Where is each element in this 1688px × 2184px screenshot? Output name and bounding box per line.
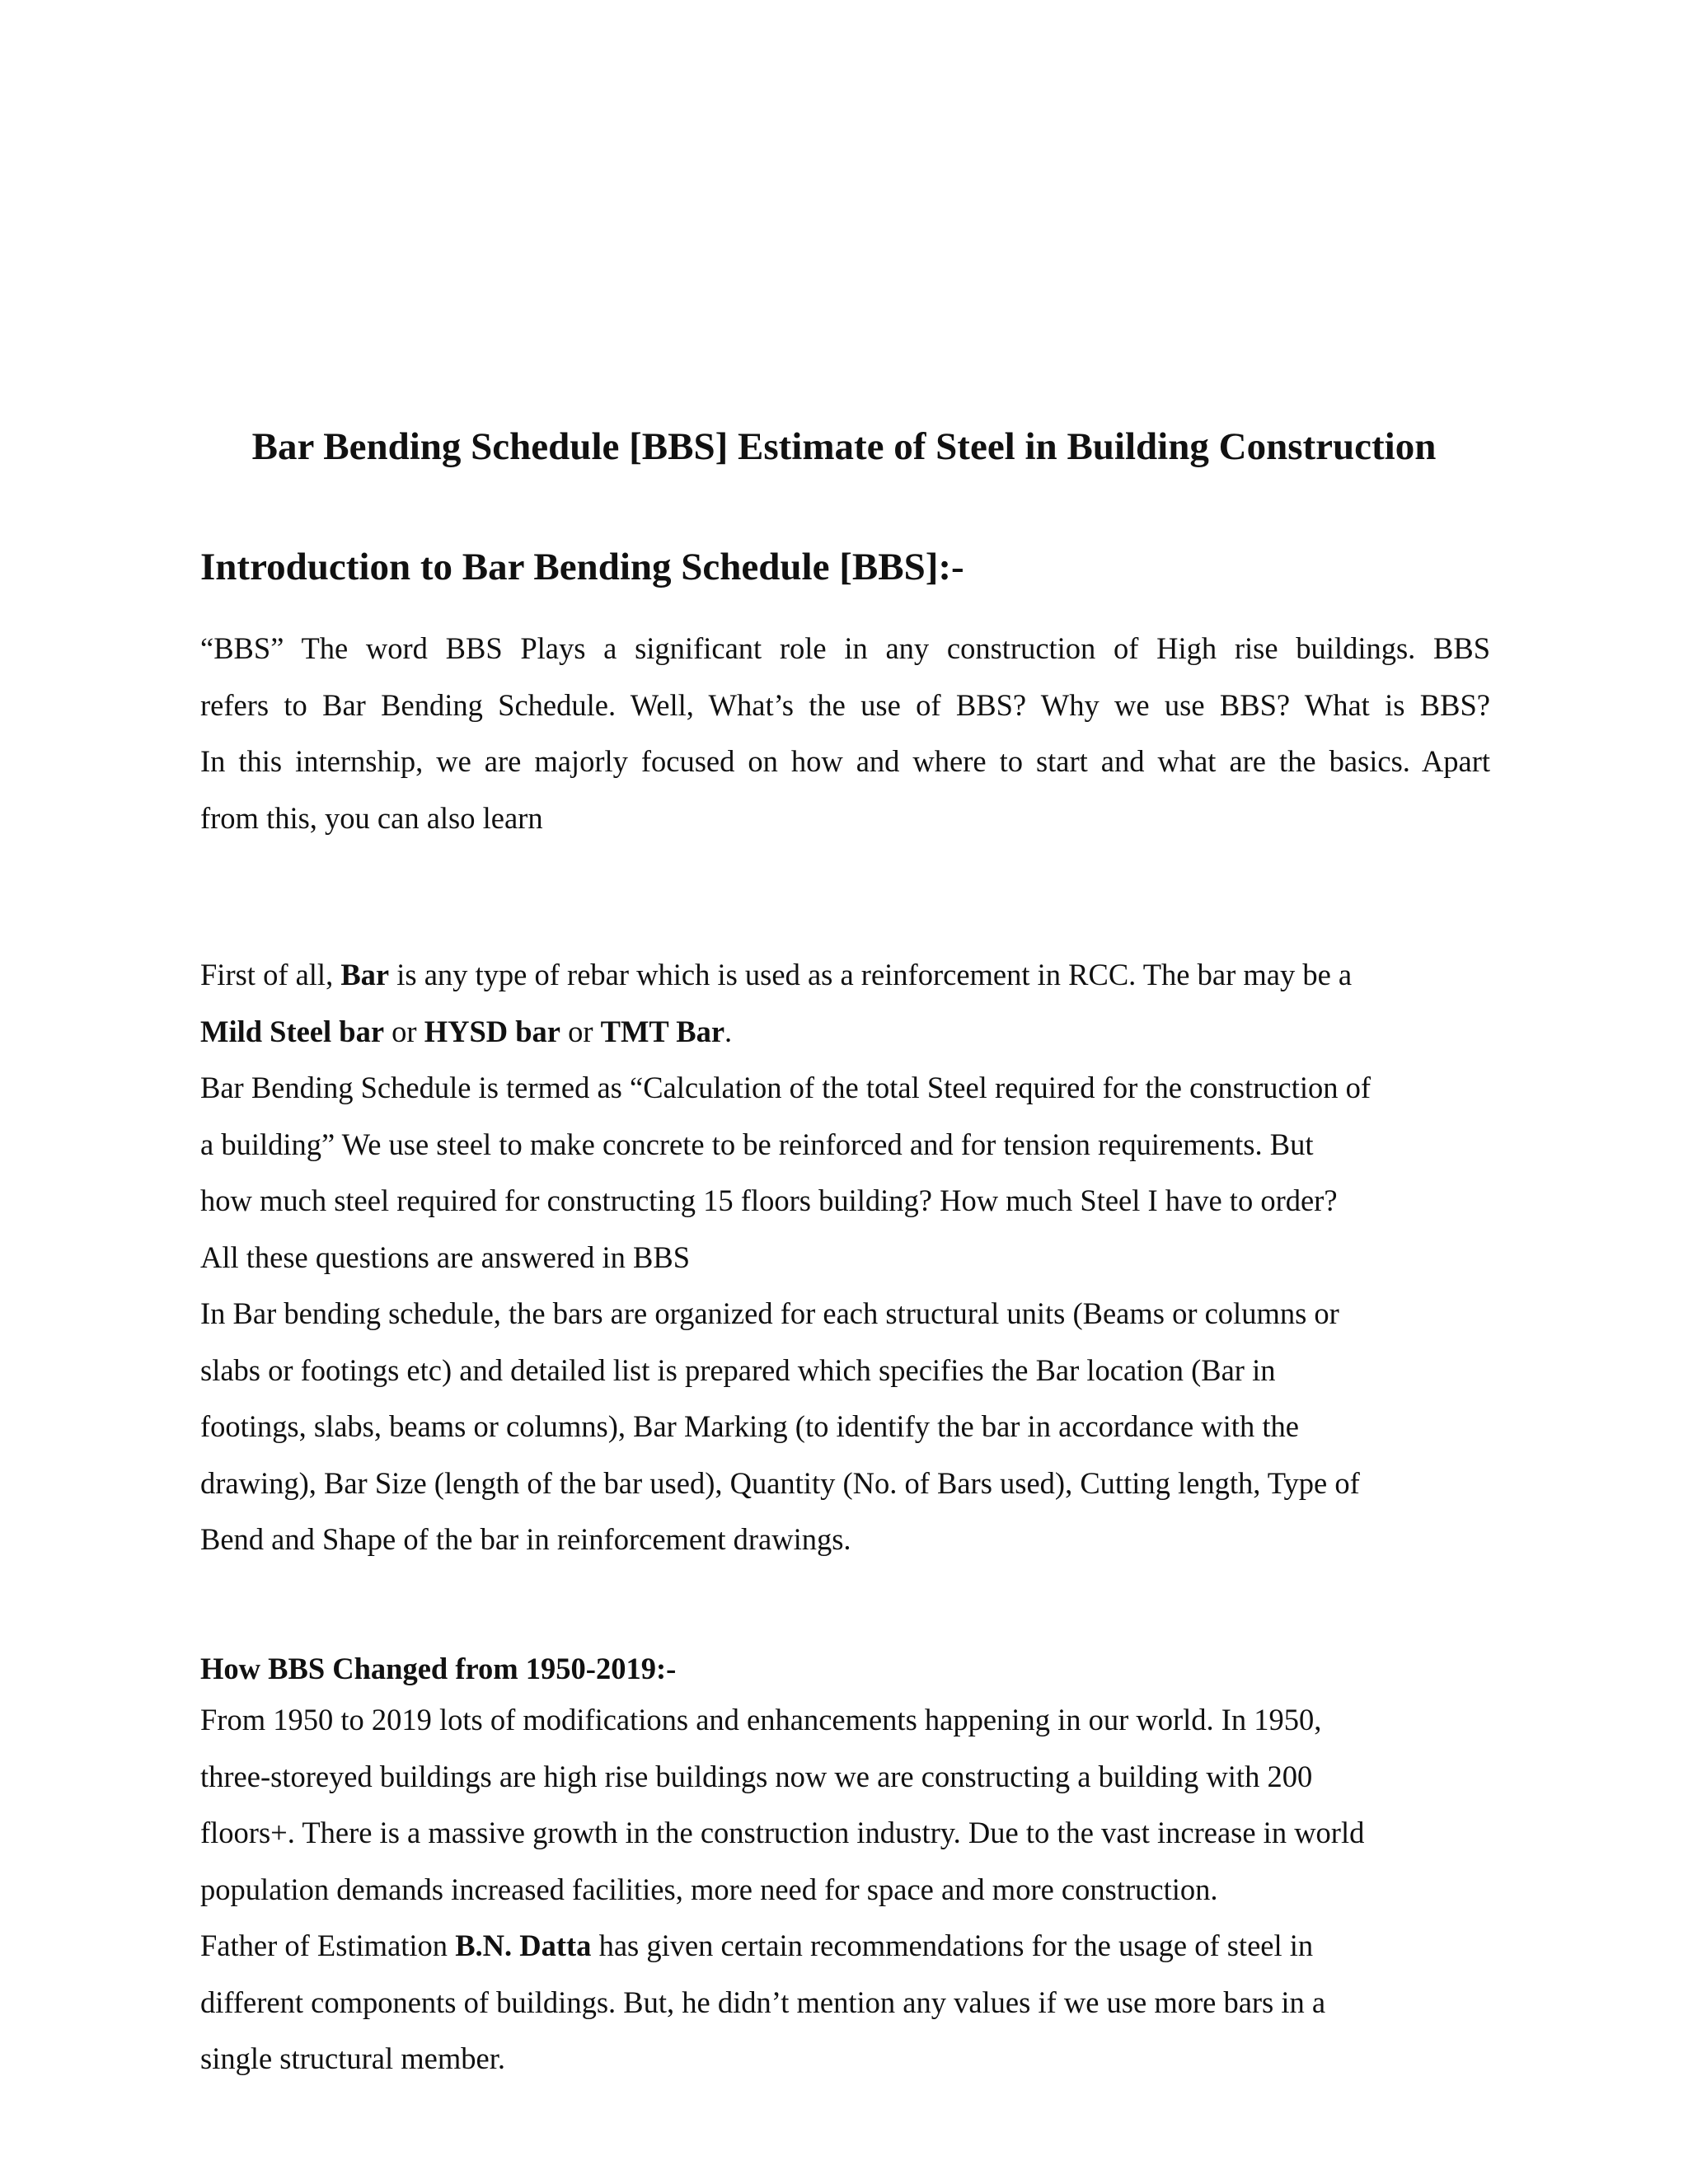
- bbs-line: Bar Bending Schedule is termed as “Calculation of the total Steel required for the construction of: [200, 1071, 1372, 1104]
- bbs-line: drawing), Bar Size (length of the bar used), Quantity (No. of Bars used), Cutting length, Type of: [200, 1465, 1360, 1500]
- intro-line: refers to Bar Bending Schedule. Well, What’s the use of BBS? Why we use BBS? What is BBS?: [200, 687, 1490, 722]
- history-paragraph: [200, 1692, 1490, 2088]
- section-heading-bbs-history: How BBS Changed from 1950-2019:-: [200, 1652, 677, 1685]
- tmt-bar-term: TMT Bar: [600, 1014, 725, 1048]
- datta-line: different components of buildings. But, he didn’t mention any values if we use more bars in a: [200, 1985, 1326, 2019]
- bbs-line: how much steel required for constructing 15 floors building? How much Steel I have to order?: [200, 1183, 1338, 1217]
- bar-line-1-rest: is any type of rebar which is used as a reinforcement in RCC. The bar may be a: [389, 958, 1353, 991]
- history-line: three-storeyed buildings are high rise buildings now we are constructing a building with 200: [200, 1759, 1313, 1793]
- history-line: population demands increased facilities, more need for space and more construction.: [200, 1872, 1218, 1906]
- hysd-bar-term: HYSD bar: [424, 1014, 560, 1048]
- intro-paragraph: [200, 621, 1490, 846]
- datta-line-1: [200, 1918, 1490, 1975]
- bbs-line: Bend and Shape of the bar in reinforcement drawings.: [200, 1522, 851, 1556]
- datta-line-1-rest: has given certain recommendations for the usage of steel in: [591, 1929, 1314, 1962]
- bbs-line: slabs or footings etc) and detailed list is prepared which specifies the Bar location (Bar in: [200, 1352, 1276, 1387]
- bbs-line: a building” We use steel to make concrete to be reinforced and for tension requirements. But: [200, 1127, 1314, 1161]
- or-text: or: [560, 1014, 601, 1048]
- intro-line: In this internship, we are majorly focused on how and where to start and what are the basics. Apart: [200, 744, 1490, 778]
- section-heading-introduction: Introduction to Bar Bending Schedule [BBS]:-: [200, 546, 964, 588]
- period-text: .: [724, 1014, 733, 1048]
- bar-types-line: [200, 1004, 1490, 1061]
- document-title: Bar Bending Schedule [BBS] Estimate of Steel in Building Construction: [251, 425, 1437, 468]
- datta-name: B.N. Datta: [455, 1929, 592, 1962]
- datta-line-1-text: Father of Estimation: [200, 1929, 456, 1962]
- bar-term: Bar: [340, 958, 390, 991]
- history-line: floors+. There is a massive growth in the construction industry. Due to the vast increase in world: [200, 1816, 1365, 1849]
- bar-definition-paragraph: [200, 947, 1490, 1568]
- bbs-line: All these questions are answered in BBS: [200, 1240, 691, 1274]
- bbs-line: footings, slabs, beams or columns), Bar Marking (to identify the bar in accordance with the: [200, 1409, 1299, 1443]
- bbs-line: In Bar bending schedule, the bars are organized for each structural units (Beams or columns or: [200, 1296, 1339, 1330]
- bar-line-1-text: First of all,: [200, 958, 341, 991]
- intro-line: “BBS” The word BBS Plays a significant role in any construction of High rise buildings. BBS: [200, 631, 1490, 665]
- mild-steel-bar-term: Mild Steel bar: [200, 1014, 385, 1048]
- datta-line: single structural member.: [200, 2041, 505, 2075]
- history-line: From 1950 to 2019 lots of modifications and enhancements happening in our world. In 1950,: [200, 1703, 1322, 1736]
- or-text: or: [384, 1014, 424, 1048]
- intro-line: from this, you can also learn: [200, 800, 543, 835]
- bar-line-1: [200, 947, 1490, 1004]
